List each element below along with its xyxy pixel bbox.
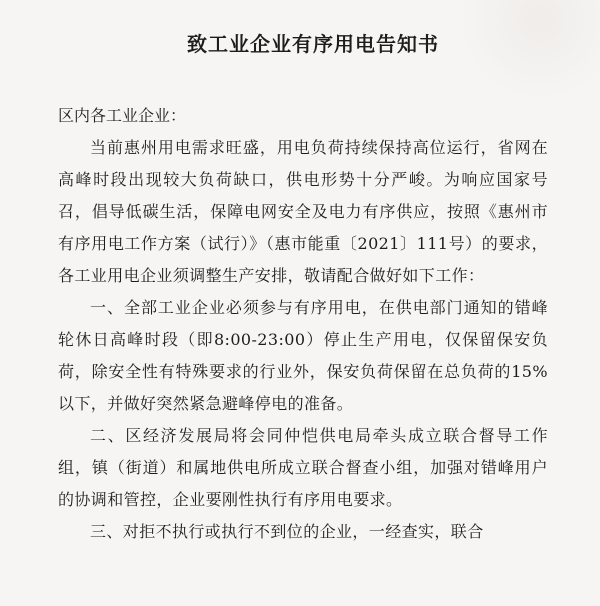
paragraph-item-2: 二、区经济发展局将会同仲恺供电局牵头成立联合督导工作组，镇（街道）和属地供电所成立联合督查小组，加强对错峰用户的协调和管控，企业要刚性执行有序用电要求。 <box>58 426 548 509</box>
paragraph-item-3: 三、对拒不执行或执行不到位的企业，一经查实，联合 <box>90 522 484 541</box>
paragraph-item-1: 一、全部工业企业必须参与有序用电，在供电部门通知的错峰轮休日高峰时段（即8:00-23:00）停止生产用电，仅保留保安负荷，除安全性有特殊要求的行业外，保安负荷保留在总负荷的15%以下，并做好突然紧急避峰停电的准备。 <box>58 298 548 413</box>
document-title: 致工业企业有序用电告知书 <box>187 32 439 56</box>
paragraph-intro: 当前惠州用电需求旺盛，用电负荷持续保持高位运行，省网在高峰时段出现较大负荷缺口，供电形势十分严峻。为响应国家号召，倡导低碳生活，保障电网安全及电力有序供应，按照《惠州市有序用电工作方案（试行）》（惠市能重〔2021〕111号）的要求，各工业用电企业须调整生产安排，敬请配合做好如下工作： <box>58 138 548 285</box>
salutation: 区内各工业企业： <box>58 106 187 125</box>
